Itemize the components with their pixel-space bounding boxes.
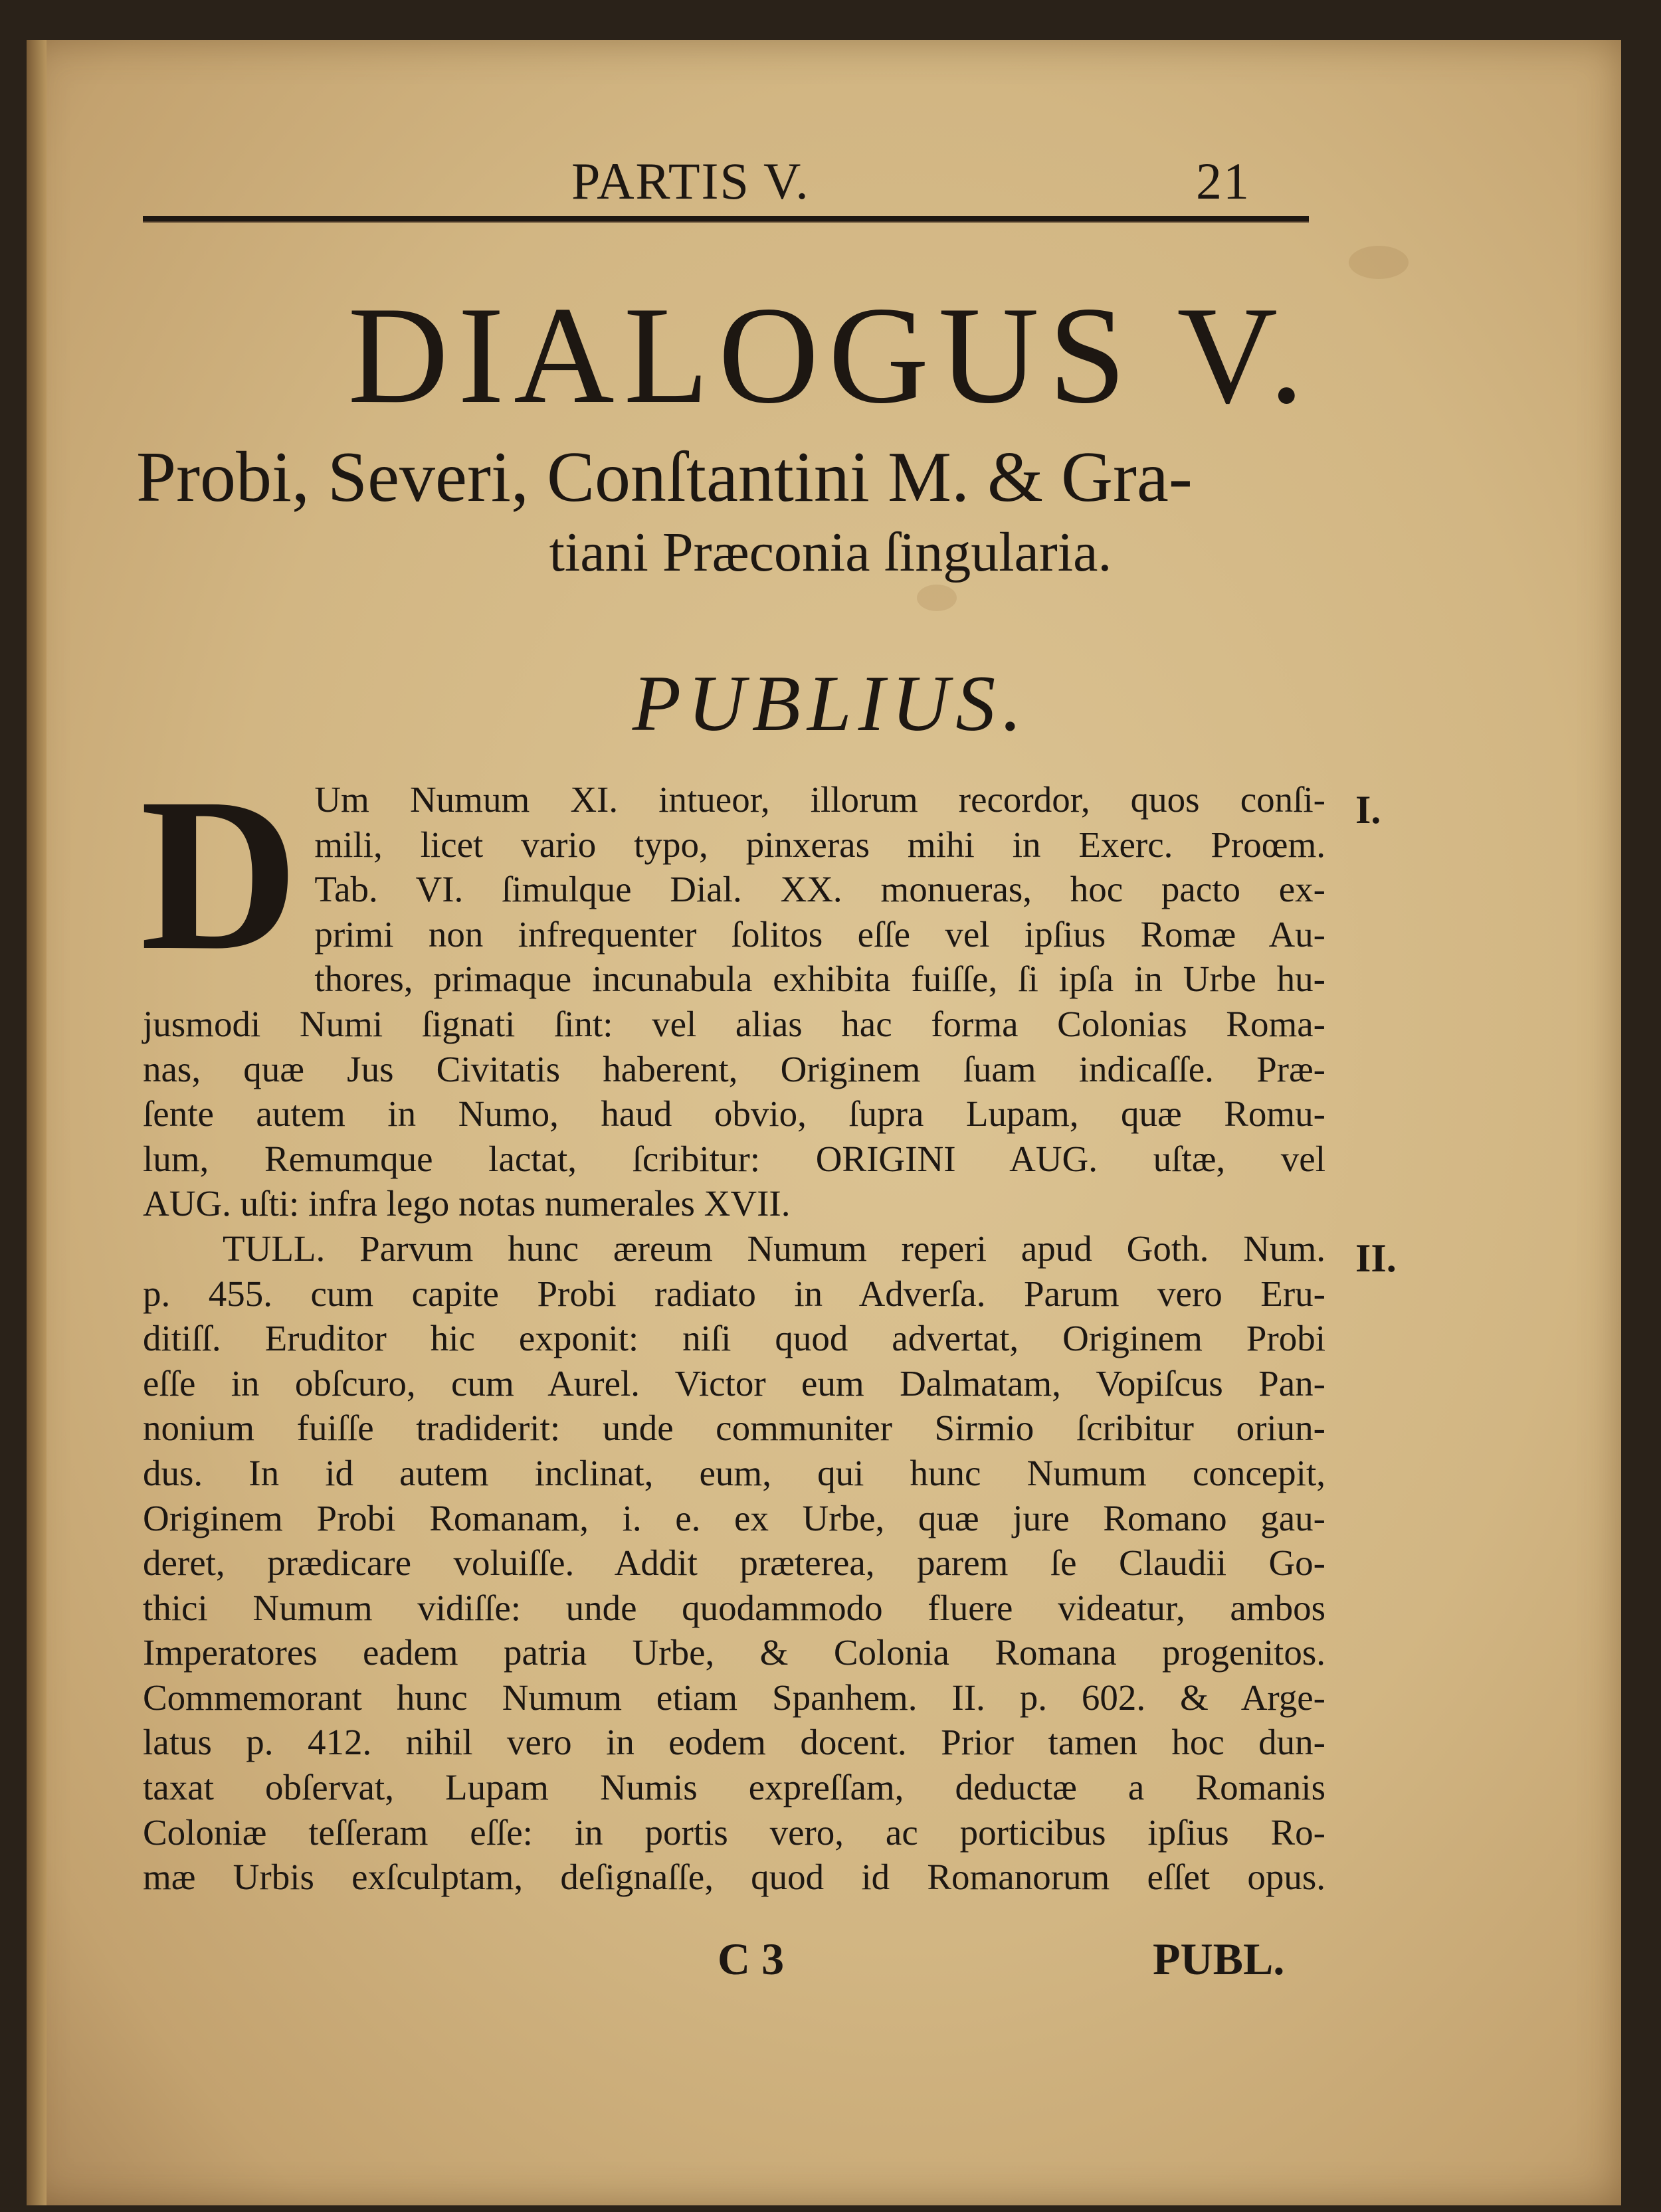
body-line: taxat obſervat, Lupam Numis expreſſam, deductæ a Romanis bbox=[143, 1767, 1325, 1808]
dialogue-title: DIALOGUS V. bbox=[347, 278, 1314, 432]
body-line: thici Numum vidiſſe: unde quodammodo fluere videatur, ambos bbox=[143, 1587, 1325, 1628]
speaker-name: PUBLIUS. bbox=[632, 659, 1029, 747]
body-line: primi non infrequenter ſolitos eſſe vel ipſius Romæ Au- bbox=[314, 913, 1325, 955]
paper-stain bbox=[917, 585, 957, 611]
drop-cap: D bbox=[140, 753, 299, 996]
running-head bbox=[0, 151, 1661, 211]
body-line: jusmodi Numi ſignati ſint: vel alias hac forma Colonias Roma- bbox=[143, 1003, 1325, 1044]
body-line: latus p. 412. nihil vero in eodem docent. Prior tamen hoc dun- bbox=[143, 1722, 1325, 1763]
body-line: eſſe in obſcuro, cum Aurel. Victor eum Dalmatam, Vopiſcus Pan- bbox=[143, 1362, 1325, 1404]
body-line: TULL. Parvum hunc æreum Numum reperi apud Goth. Num. bbox=[223, 1228, 1325, 1269]
body-line: AUG. uſti: infra lego notas numerales XVII. bbox=[143, 1183, 791, 1224]
body-line: p. 455. cum capite Probi radiato in Adverſa. Parum vero Eru- bbox=[143, 1273, 1325, 1314]
header-rule bbox=[143, 216, 1309, 223]
body-line: Tab. VI. ſimulque Dial. XX. monueras, hoc pacto ex- bbox=[314, 869, 1325, 910]
body-line: Um Numum XI. intueor, illorum recordor, quos conſi- bbox=[314, 779, 1325, 820]
body-line: thores, primaque incunabula exhibita fuiſſe, ſi ipſa in Urbe hu- bbox=[314, 959, 1325, 1000]
catchword: PUBL. bbox=[1153, 1934, 1285, 1984]
body-line: Commemorant hunc Numum etiam Spanhem. II. p. 602. & Arge- bbox=[143, 1677, 1325, 1718]
dialogue-subtitle-line-1: Probi, Severi, Conſtantini M. & Gra- bbox=[136, 438, 1193, 517]
margin-note-2: II. bbox=[1355, 1236, 1397, 1280]
body-line: Originem Probi Romanam, i. e. ex Urbe, quæ jure Romano gau- bbox=[143, 1497, 1325, 1538]
body-line: mæ Urbis exſculptam, deſignaſſe, quod id Romanorum eſſet opus. bbox=[143, 1857, 1325, 1898]
body-line: deret, prædicare voluiſſe. Addit præterea, parem ſe Claudii Go- bbox=[143, 1542, 1325, 1584]
body-text bbox=[140, 753, 1325, 1900]
body-line: Imperatores eadem patria Urbe, & Colonia Romana progenitos. bbox=[143, 1632, 1325, 1673]
body-line: Coloniæ teſſeram eſſe: in portis vero, ac porticibus ipſius Ro- bbox=[143, 1811, 1325, 1853]
page-number: 21 bbox=[1196, 152, 1250, 210]
body-line: mili, licet vario typo, pinxeras mihi in Exerc. Proœm. bbox=[314, 824, 1325, 865]
body-line: dus. In id autem inclinat, eum, qui hunc Numum concepit, bbox=[143, 1452, 1325, 1493]
body-line: ſente autem in Numo, haud obvio, ſupra Lupam, quæ Romu- bbox=[143, 1093, 1325, 1135]
body-line: nas, quæ Jus Civitatis haberent, Originem ſuam indicaſſe. Præ- bbox=[143, 1048, 1325, 1089]
running-head-title: PARTIS V. bbox=[571, 152, 810, 210]
body-line: nonium fuiſſe tradiderit: unde communiter Sirmio ſcribitur oriun- bbox=[143, 1408, 1325, 1449]
dialogue-subtitle-line-2: tiani Præconia ſingularia. bbox=[549, 521, 1112, 583]
body-line: lum, Remumque lactat, ſcribitur: ORIGINI AUG. uſtæ, vel bbox=[143, 1138, 1325, 1179]
paper-stain bbox=[1349, 246, 1409, 279]
body-line: ditiſſ. Eruditor hic exponit: niſi quod advertat, Originem Probi bbox=[143, 1318, 1325, 1359]
margin-note-1: I. bbox=[1355, 788, 1381, 832]
signature-mark: C 3 bbox=[718, 1934, 785, 1984]
